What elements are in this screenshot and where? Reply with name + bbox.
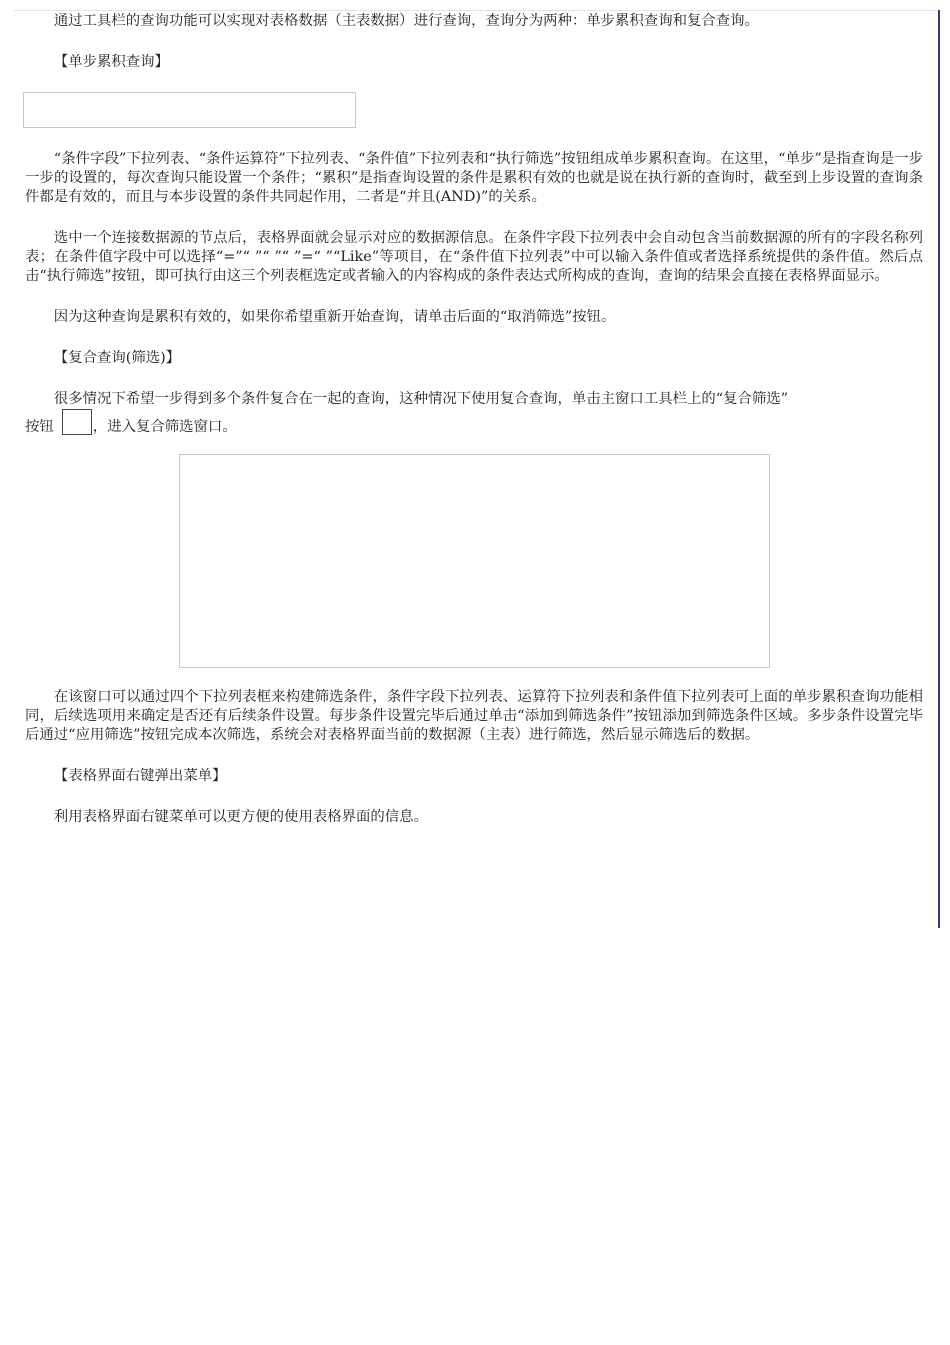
composite-button-word: 按钮: [25, 419, 54, 435]
composite-filter-window-image: [179, 454, 770, 668]
composite-filter-button-icon: [62, 409, 92, 435]
heading-context-menu: 【表格界面右键弹出菜单】: [53, 768, 227, 784]
heading-composite-query: 【复合查询(筛选)】: [53, 350, 181, 366]
context-menu-paragraph: 利用表格界面右键菜单可以更方便的使用表格界面的信息。: [53, 809, 428, 825]
composite-paragraph-1-line1: 很多情况下希望一步得到多个条件复合在一起的查询，这种情况下使用复合查询，单击主窗口工具栏上的“复合筛选”: [53, 391, 789, 407]
single-step-paragraph-1: “条件字段”下拉列表、“条件运算符”下拉列表、“条件值”下拉列表和“执行筛选”按钮组成单步累积查询。在这里，“单步”是指查询是一步一步的设置的，每次查询只能设置一个条件；“累积”是指查询设置的条件是累积有效的也就是说在执行新的查询时，截至到上步设置的查询条件都是有效的，而且与本步设置的条件共同起作用，二者是“并且(AND)”的关系。: [25, 151, 923, 205]
composite-enter-window-text: ，进入复合筛选窗口。: [92, 419, 237, 435]
heading-single-step-query: 【单步累积查询】: [53, 54, 169, 70]
document-body: [25, 12, 923, 849]
composite-paragraph-1-line2: [25, 409, 923, 442]
single-step-toolbar-image: [23, 92, 356, 128]
composite-paragraph-2: 在该窗口可以通过四个下拉列表框来构建筛选条件，条件字段下拉列表、运算符下拉列表和条件值下拉列表可上面的单步累积查询功能相同，后续选项用来确定是否还有后续条件设置。每步条件设置完毕后通过单击“添加到筛选条件”按钮添加到筛选条件区域。多步条件设置完毕后通过“应用筛选”按钮完成本次筛选，系统会对表格界面当前的数据源（主表）进行筛选，然后显示筛选后的数据。: [25, 689, 923, 743]
intro-paragraph: 通过工具栏的查询功能可以实现对表格数据（主表数据）进行查询，查询分为两种：单步累积查询和复合查询。: [53, 13, 759, 29]
single-step-paragraph-2: 选中一个连接数据源的节点后，表格界面就会显示对应的数据源信息。在条件字段下拉列表中会自动包含当前数据源的所有的字段名称列表；在条件值字段中可以选择“=”“ ”“ ”“ ”=“ ”“Like”等项目，在“条件值下拉列表”中可以输入条件值或者选择系统提供的条件值。然后点击“执行筛选”按钮，即可执行由这三个列表框选定或者输入的内容构成的条件表达式所构成的查询，查询的结果会直接在表格界面显示。: [25, 230, 923, 284]
right-border-line: [938, 10, 940, 928]
composite-paragraph-1: [25, 390, 923, 442]
top-border-line: [14, 10, 940, 11]
single-step-paragraph-3: 因为这种查询是累积有效的，如果你希望重新开始查询，请单击后面的“取消筛选”按钮。: [53, 309, 616, 325]
